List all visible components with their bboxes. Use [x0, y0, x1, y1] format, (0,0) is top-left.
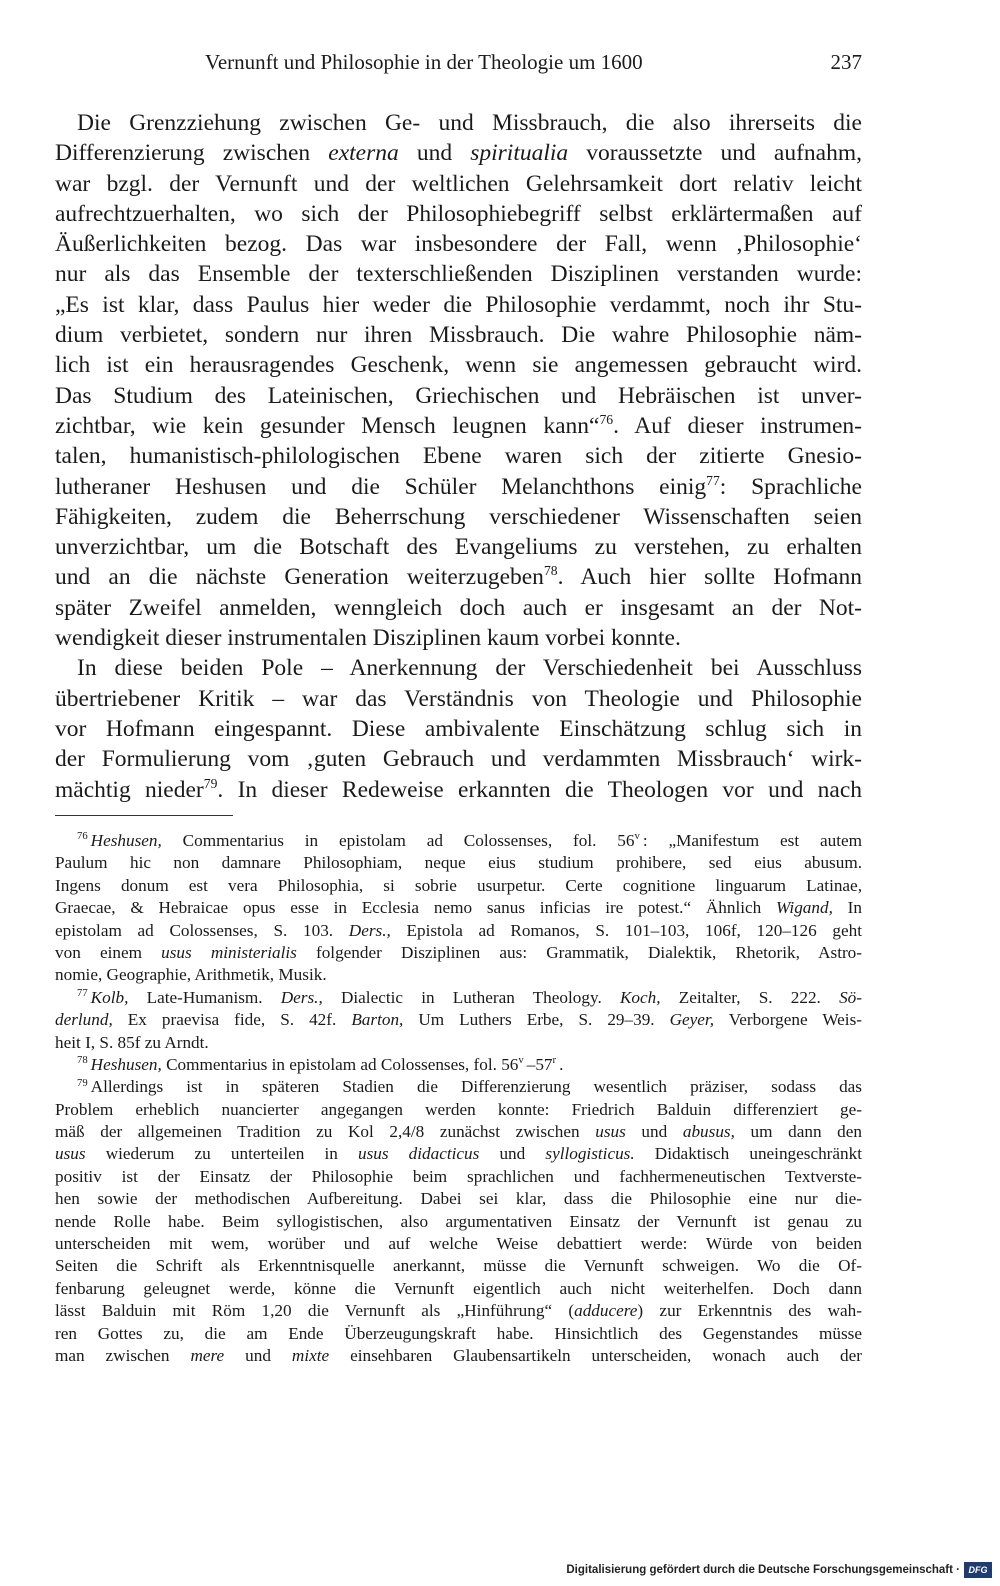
text-run: ren Gottes zu, die am Ende Überzeugungskraft habe. Hinsichtlich des Gegenstandes müsse [55, 1323, 862, 1343]
note-marker: 77 [77, 988, 88, 999]
footnote-line [55, 1076, 862, 1098]
text-line [55, 593, 862, 623]
italic-text: usus [595, 1122, 626, 1142]
footnote-line [55, 1099, 862, 1121]
note-marker: v [634, 831, 640, 843]
footnote-line [55, 1211, 862, 1233]
note-marker: 77 [706, 472, 720, 488]
italic-text: syllogisticus. [545, 1144, 635, 1164]
text-run: : Sprachliche [719, 473, 862, 500]
text-run: der Formulierung vom ‚guten Gebrauch und verdammten Missbrauch‘ wirk- [55, 746, 862, 773]
text-run: lässt Balduin mit Röm 1,20 die Vernunft als „Hinführung“ ( [55, 1301, 575, 1321]
text-line [55, 532, 862, 562]
text-run: folgender Disziplinen aus: Grammatik, Dialektik, Rhetorik, Astro- [296, 942, 863, 962]
text-run: Graecae, & Hebraicae opus esse in Ecclesia nemo sanus inficias ire potest.“ Ähnlich [55, 898, 777, 918]
text-line [55, 623, 862, 653]
note-marker: 79 [203, 775, 218, 791]
text-run: Äußerlichkeiten bezog. Das war insbesondere der Fall, wenn ‚Philosophie‘ [55, 231, 862, 258]
text-run: Problem erheblich nuancierter angegangen werden konnte: Friedrich Balduin differenziert ge- [55, 1099, 862, 1119]
text-run: Late-Humanism. [128, 987, 281, 1007]
text-run: Um Luthers Erbe, S. 29–39. [403, 1010, 670, 1030]
text-run: In [832, 898, 862, 918]
text-line [55, 653, 862, 683]
italic-text: spiritualia [470, 140, 569, 167]
footnote-line [55, 1054, 862, 1076]
text-run: aufrechtzuerhalten, wo sich der Philosophiebegriff selbst erklärtermaßen auf [55, 200, 862, 227]
footnote-line [55, 1300, 862, 1322]
text-run: fenbarung geleugnet werde, könne die Vernunft eigentlich auch nicht weiterhelfen. Doch dann [55, 1278, 862, 1298]
text-run: und an die nächste Generation weiterzugeben [55, 564, 544, 591]
running-head [55, 50, 862, 82]
text-run: einsehbaren Glaubensartikeln unterscheiden, wonach auch der [329, 1345, 863, 1365]
text-line [55, 684, 862, 714]
text-run: unverzichtbar, um die Botschaft des Evangeliums zu verstehen, zu erhalten [55, 534, 862, 561]
footnote-line [55, 1233, 862, 1255]
italic-text: mixte [291, 1345, 330, 1365]
credit-text: Digitalisierung gefördert durch die Deutsche Forschungsgemeinschaft · [566, 1564, 960, 1576]
note-marker: r [552, 1055, 557, 1067]
footnote-line [55, 964, 862, 986]
text-run: Epistola ad Romanos, S. 101–103, 106f, 120–126 geht [390, 920, 862, 940]
text-run: talen, humanistisch-philologischen Ebene waren sich der zitierte Gnesio- [55, 443, 862, 470]
text-run: Das Studium des Lateinischen, Griechischen und Hebräischen ist unver- [55, 382, 862, 409]
footnote-line [55, 1345, 862, 1367]
text-run: hen sowie der methodischen Aufbereitung. Dabei sei klar, dass die Philosophie eine nur die- [55, 1189, 862, 1209]
text-run: „Es ist klar, dass Paulus hier weder die Philosophie verdammt, noch ihr Stu- [55, 291, 862, 318]
text-run: Allerdings ist in späteren Stadien die Differenzierung wesentlich präziser, sodass das [90, 1077, 862, 1097]
text-run: und [224, 1345, 292, 1365]
note-marker: 79 [77, 1077, 88, 1089]
italic-text: Heshusen, [90, 831, 162, 850]
footnote-line [55, 830, 862, 852]
italic-text: derlund, [55, 1010, 113, 1030]
italic-text: Koch, [619, 987, 661, 1007]
text-line [55, 350, 862, 380]
text-run: unterscheiden mit wem, worüber und auf welche Weise debattiert werde: Würde von beiden [55, 1234, 862, 1254]
italic-text: Heshusen, [90, 1054, 162, 1074]
text-line [55, 108, 862, 138]
digitization-credit [566, 1560, 992, 1580]
text-run: Die Grenzziehung zwischen Ge- und Missbrauch, die also ihrerseits die [77, 110, 862, 136]
italic-text: usus [55, 1144, 86, 1164]
text-run: und [398, 140, 471, 167]
note-marker: 76 [77, 831, 88, 843]
text-run: Fähigkeiten, zudem die Beherrschung verschiedener Wissenschaften seien [55, 503, 862, 530]
footnote-line [55, 1278, 862, 1300]
text-run: von einem [55, 942, 162, 962]
text-run: Ex praevisa fide, S. 42f. [112, 1010, 352, 1030]
text-run: : „Manifestum est autem [642, 831, 862, 850]
text-run: Ingens donum est vera Philosophia, si sobrie usurpetur. Certe cognitione linguarum Latinae, [55, 875, 862, 895]
text-run: positiv ist der Einsatz der Philosophie beim sprachlichen und fachhermeneutischen Textverste- [55, 1166, 862, 1186]
text-run: nur als das Ensemble der texterschließenden Disziplinen verstanden wurde: [55, 261, 862, 288]
text-line [55, 381, 862, 411]
footnote-line [55, 987, 862, 1009]
text-run: Dialectic in Lutheran Theology. [322, 987, 620, 1007]
text-run: Seiten die Schrift als Erkenntnisquelle anerkannt, müsse die Vernunft schweigen. Wo die Of- [55, 1256, 862, 1276]
text-run: Commentarius in epistolam ad Colossenses, fol. 56 [161, 1054, 519, 1074]
italic-text: Barton, [351, 1010, 404, 1030]
footnote-line [55, 1121, 862, 1143]
text-run: . In dieser Redeweise erkannten die Theologen vor und nach [217, 776, 863, 803]
text-run: nende Rolle habe. Beim syllogistischen, also argumentativen Einsatz der Vernunft ist genau zu [55, 1211, 862, 1231]
text-line [55, 259, 862, 289]
text-line [55, 744, 862, 774]
italic-text: usus didacticus [358, 1144, 480, 1164]
italic-text: mere [190, 1345, 225, 1365]
footnote-line [55, 1009, 862, 1031]
text-run: lutheraner Heshusen und die Schüler Melanchthons einig [55, 473, 707, 500]
text-line [55, 562, 862, 592]
italic-text: usus ministerialis [161, 942, 297, 962]
text-run: dium verbietet, sondern nur ihren Missbrauch. Die wahre Philosophie näm- [55, 322, 862, 349]
text-run: epistolam ad Colossenses, S. 103. [55, 920, 349, 940]
text-run: voraussetzte und aufnahm, [568, 140, 862, 167]
text-run: wiederum zu unterteilen in [85, 1144, 358, 1164]
footnote-line [55, 1188, 862, 1210]
italic-text: abusus, [682, 1122, 735, 1142]
text-line [55, 320, 862, 350]
text-run: Paulum hic non damnare Philosophiam, neque eius studium prohibere, sed eius abusum. [55, 853, 862, 873]
text-run: um dann den [734, 1122, 862, 1142]
italic-text: externa [328, 140, 399, 167]
dfg-logo: DFG [964, 1562, 992, 1578]
italic-text: Geyer, [669, 1010, 715, 1030]
text-run: ) zur Erkenntnis des wah- [637, 1301, 862, 1321]
text-run: nomie, Geographie, Arithmetik, Musik. [55, 965, 327, 985]
footnote-line [55, 897, 862, 919]
text-run: war bzgl. der Vernunft und der weltlichen Gelehrsamkeit dort relativ leicht [55, 170, 862, 197]
footnote-line [55, 942, 862, 964]
page-number: 237 [830, 50, 862, 74]
note-marker: 78 [543, 563, 558, 579]
text-run: –57 [526, 1054, 553, 1074]
text-line [55, 441, 862, 471]
text-run: Differenzierung zwischen [55, 140, 329, 167]
text-run: Commentarius in epistolam ad Colossenses, fol. 56 [161, 831, 635, 850]
italic-text: Wigand, [776, 898, 833, 918]
text-run: heit I, S. 85f zu Arndt. [55, 1032, 209, 1052]
note-marker: 78 [77, 1055, 88, 1067]
text-run: Zeitalter, S. 222. [660, 987, 840, 1007]
note-marker: 76 [599, 412, 614, 428]
text-run: später Zweifel anmelden, wenngleich doch auch er insgesamt an der Not- [55, 594, 862, 621]
footnote-line [55, 1166, 862, 1188]
text-line [55, 502, 862, 532]
text-run: . [559, 1054, 564, 1074]
text-line [55, 169, 862, 199]
text-run: mäß der allgemeinen Tradition zu Kol 2,4/8 zunächst zwischen [55, 1122, 596, 1142]
text-line [55, 290, 862, 320]
text-line [55, 775, 862, 805]
text-run: vor Hofmann eingespannt. Diese ambivalente Einschätzung schlug sich in [55, 715, 862, 742]
text-run: Verborgene Weis- [714, 1010, 862, 1030]
footnote-line [55, 1143, 862, 1165]
text-run: Didaktisch uneingeschränkt [634, 1144, 862, 1164]
text-run: . Auf dieser instrumen- [613, 412, 862, 439]
footnote-line [55, 875, 862, 897]
footnote-line [55, 1032, 862, 1054]
text-line [55, 472, 862, 502]
footnote-line [55, 1323, 862, 1345]
italic-text: Ders., [348, 920, 391, 940]
text-line [55, 714, 862, 744]
running-title: Vernunft und Philosophie in der Theologie um 1600 [205, 50, 643, 74]
italic-text: Ders., [280, 987, 323, 1007]
footnote-separator [55, 815, 233, 816]
text-run: und [479, 1144, 546, 1164]
text-run: . Auch hier sollte Hofmann [557, 564, 862, 591]
footnote-line [55, 1255, 862, 1277]
text-line [55, 138, 862, 168]
main-text-body [55, 108, 862, 805]
text-line [55, 411, 862, 441]
text-line [55, 199, 862, 229]
text-run: wendigkeit dieser instrumentalen Disziplinen kaum vorbei konnte. [55, 625, 681, 652]
italic-text: Kolb, [90, 987, 129, 1007]
footnote-line [55, 920, 862, 942]
text-line [55, 229, 862, 259]
text-run: In diese beiden Pole – Anerkennung der Verschiedenheit bei Ausschluss [77, 655, 862, 682]
text-run: lich ist ein herausragendes Geschenk, wenn sie angemessen gebraucht wird. [55, 352, 862, 379]
text-run: zichtbar, wie kein gesunder Mensch leugnen kann“ [55, 412, 600, 439]
italic-text: adducere [574, 1301, 638, 1321]
text-run: und [625, 1122, 683, 1142]
footnotes [55, 830, 862, 1367]
note-marker: v [518, 1055, 524, 1067]
italic-text: Sö- [839, 987, 862, 1007]
text-run: übertriebener Kritik – war das Verständnis von Theologie und Philosophie [55, 685, 862, 712]
text-run: man zwischen [55, 1345, 191, 1365]
footnote-line [55, 852, 862, 874]
text-run: mächtig nieder [55, 776, 204, 803]
